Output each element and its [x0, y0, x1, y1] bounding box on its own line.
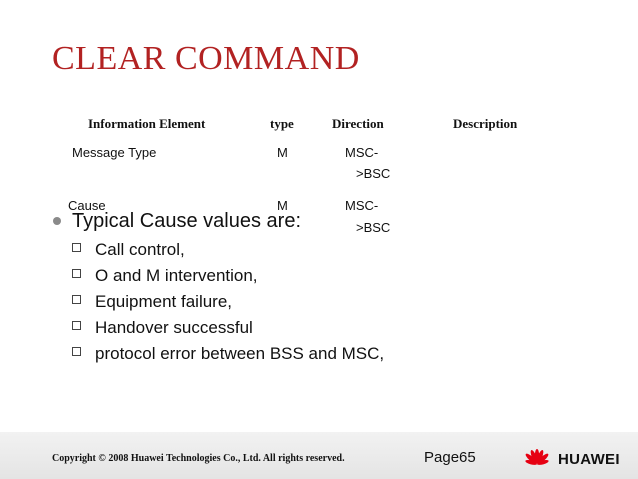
table-header-description: Description [453, 116, 518, 131]
logo-text: HUAWEI [558, 450, 620, 468]
page-number: Page65 [424, 449, 476, 466]
square-bullet-icon [72, 269, 81, 278]
sub-bullet: Call control, [72, 240, 185, 260]
square-bullet-icon [72, 347, 81, 356]
huawei-flower-icon [522, 448, 552, 470]
copyright: Copyright © 2008 Huawei Technologies Co., Ltd. All rights reserved. [52, 453, 345, 464]
main-bullet: Typical Cause values are: [72, 210, 302, 232]
table-header-element: Information Element [88, 116, 206, 131]
table-cell-direction-2: >BSC [356, 166, 391, 181]
sub-bullet: Handover successful [72, 318, 253, 338]
table-cell-element: Cause [68, 198, 106, 213]
table-cell-direction-1: MSC- [345, 198, 379, 213]
sub-bullet: protocol error between BSS and MSC, [72, 344, 384, 364]
sub-bullet: O and M intervention, [72, 266, 258, 286]
table-cell-type: M [277, 145, 288, 160]
table-cell-direction-2: >BSC [356, 220, 391, 235]
square-bullet-icon [72, 321, 81, 330]
sub-bullet: Equipment failure, [72, 292, 232, 312]
bullet-dot-icon [53, 217, 61, 225]
slide-title: CLEAR COMMAND [52, 40, 360, 77]
table-header-direction: Direction [332, 116, 384, 131]
table-cell-direction-1: MSC- [345, 145, 379, 160]
table-cell-type: M [277, 198, 288, 213]
table-header-type: type [270, 116, 294, 131]
square-bullet-icon [72, 243, 81, 252]
table-cell-element: Message Type [72, 145, 157, 160]
huawei-logo [522, 448, 620, 470]
square-bullet-icon [72, 295, 81, 304]
